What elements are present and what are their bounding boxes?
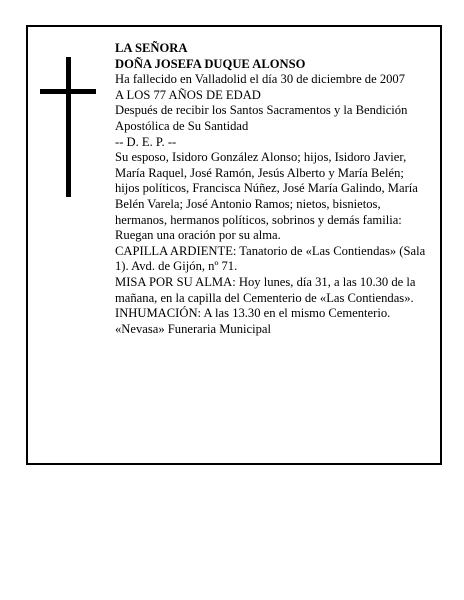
sacraments-statement: Después de recibir los Santos Sacramentos y la Bendición Apostólica de Su Santidad (115, 103, 408, 133)
prayer-request: Ruegan una oración por su alma. (115, 228, 281, 243)
notice-text (115, 41, 429, 337)
deceased-name: DOÑA JOSEFA DUQUE ALONSO (115, 56, 306, 71)
age-statement: A LOS 77 AÑOS DE EDAD (115, 87, 261, 102)
cross-horizontal-bar (40, 89, 96, 94)
cross-vertical-bar (66, 57, 71, 197)
death-statement: Ha fallecido en Valladolid el día 30 de diciembre de 2007 (115, 72, 406, 87)
funeral-home: «Nevasa» Funeraria Municipal (115, 321, 271, 336)
burial-info: INHUMACIÓN: A las 13.30 en el mismo Cementerio. (115, 306, 391, 321)
chapel-info: CAPILLA ARDIENTE: Tanatorio de «Las Contiendas» (Sala 1). Avd. de Gijón, nº 71. (115, 243, 426, 274)
obituary-notice (26, 25, 442, 465)
cross-icon (40, 57, 96, 197)
rip-line: -- D. E. P. -- (115, 134, 177, 149)
family-list: Su esposo, Isidoro González Alonso; hijos, Isidoro Javier, María Raquel, José Ramón, Jesús Alberto y María Belén; hijos políticos, Francisca Núñez, José María Galindo, María Belén Varela; José Antonio Ramos; nietos, bisnietos, hermanos, hermanos políticos, sobrinos y demás familia: (115, 150, 418, 227)
notice-title: LA SEÑORA (115, 41, 188, 55)
mass-info: MISA POR SU ALMA: Hoy lunes, día 31, a las 10.30 de la mañana, en la capilla del Cementerio de «Las Contiendas». (115, 274, 416, 305)
